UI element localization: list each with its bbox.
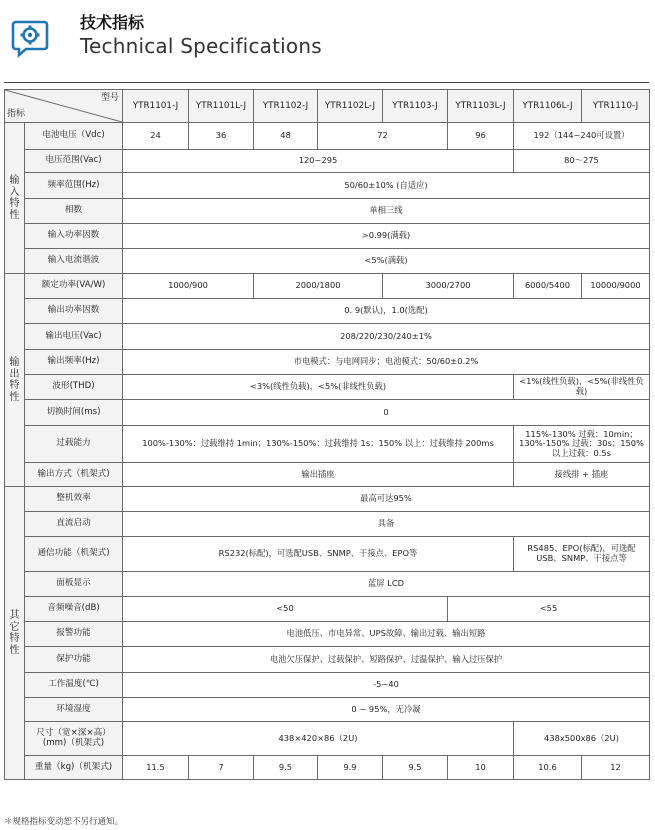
table-cell: 具备 bbox=[123, 512, 650, 537]
table-cell: 3000/2700 bbox=[383, 274, 514, 299]
row-label: 切换时间(ms) bbox=[25, 400, 123, 426]
model-header: YTR1103-J bbox=[383, 90, 448, 123]
table-cell: 0 bbox=[123, 400, 650, 426]
table-cell: 50/60±10% (自适应) bbox=[123, 173, 650, 199]
table-row bbox=[5, 375, 650, 400]
table-row bbox=[5, 537, 650, 572]
table-row bbox=[5, 756, 650, 780]
table-cell: >0.99(满载) bbox=[123, 224, 650, 249]
page-subtitle: Technical Specifications bbox=[80, 34, 322, 58]
row-label: 整机效率 bbox=[25, 487, 123, 512]
table-cell: 48 bbox=[254, 123, 318, 150]
table-cell: 电池欠压保护、过载保护、短路保护、过温保护、输入过压保护 bbox=[123, 647, 650, 673]
row-label: 电池电压（Vdc) bbox=[25, 123, 123, 150]
row-label: 波形(THD) bbox=[25, 375, 123, 400]
table-cell: 9.5 bbox=[383, 756, 448, 780]
row-label: 保护功能 bbox=[25, 647, 123, 673]
table-cell: 1000/900 bbox=[123, 274, 254, 299]
table-cell: 最高可达95% bbox=[123, 487, 650, 512]
page-title: 技术指标 bbox=[80, 13, 145, 32]
corner-model-label: 型号 bbox=[100, 93, 119, 103]
table-cell: 438x500x86（2U) bbox=[514, 722, 650, 756]
table-row bbox=[5, 350, 650, 375]
row-label: 输出频率(Hz) bbox=[25, 350, 123, 375]
table-row bbox=[5, 123, 650, 150]
header-divider bbox=[4, 82, 649, 83]
table-cell: 6000/5400 bbox=[514, 274, 582, 299]
row-label: 环境湿度 bbox=[25, 698, 123, 722]
table-cell: 10.6 bbox=[514, 756, 582, 780]
row-label: 通信功能（机架式) bbox=[25, 537, 123, 572]
model-header: YTR1101-J bbox=[123, 90, 189, 123]
table-cell: 12 bbox=[582, 756, 650, 780]
table-cell: RS485、EPO(标配)，可选配USB、SNMP、干接点等 bbox=[514, 537, 650, 572]
row-label: 尺寸（宽×深×高）(mm)（机架式) bbox=[25, 722, 123, 756]
model-header: YTR1102-J bbox=[254, 90, 318, 123]
table-cell: 输出插座 bbox=[123, 463, 514, 487]
row-label: 电压范围(Vac) bbox=[25, 150, 123, 173]
table-cell: 电池低压、市电异常、UPS故障、输出过载、输出短路 bbox=[123, 622, 650, 647]
table-row bbox=[5, 722, 650, 756]
row-label: 输出方式（机架式) bbox=[25, 463, 123, 487]
row-label: 输出功率因数 bbox=[25, 299, 123, 324]
corner-index-label: 指标 bbox=[7, 108, 26, 119]
spec-table bbox=[4, 89, 650, 780]
table-cell: 蓝屏 LCD bbox=[123, 572, 650, 597]
table-row bbox=[5, 173, 650, 199]
table-cell: 120~295 bbox=[123, 150, 514, 173]
row-label: 报警功能 bbox=[25, 622, 123, 647]
section-other-label: 其它特性 bbox=[5, 487, 25, 780]
table-row bbox=[5, 512, 650, 537]
row-label: 频率范围(Hz) bbox=[25, 173, 123, 199]
table-cell: <3%(线性负载)，<5%(非线性负载) bbox=[123, 375, 514, 400]
table-cell: <55 bbox=[448, 597, 650, 622]
section-output-label: 输出特性 bbox=[5, 274, 25, 487]
table-cell: 单相三线 bbox=[123, 199, 650, 224]
table-row bbox=[5, 426, 650, 463]
page-header bbox=[0, 0, 655, 82]
table-cell: 72 bbox=[318, 123, 448, 150]
table-row bbox=[5, 324, 650, 350]
table-cell: 10 bbox=[448, 756, 514, 780]
table-cell: 11.5 bbox=[123, 756, 189, 780]
table-cell: 96 bbox=[448, 123, 514, 150]
corner-cell bbox=[5, 90, 123, 123]
table-cell: 7 bbox=[189, 756, 254, 780]
table-row bbox=[5, 698, 650, 722]
gear-chat-icon bbox=[10, 18, 50, 58]
row-label: 额定功率(VA/W) bbox=[25, 274, 123, 299]
table-cell: 100%-130%：过载维持 1min；130%-150%：过载维持 1s；150% 以上：过载维持 200ms bbox=[123, 426, 514, 463]
row-label: 直流启动 bbox=[25, 512, 123, 537]
model-header: YTR1106L-J bbox=[514, 90, 582, 123]
table-row bbox=[5, 400, 650, 426]
table-cell: 9.5 bbox=[254, 756, 318, 780]
table-cell: 10000/9000 bbox=[582, 274, 650, 299]
table-row bbox=[5, 647, 650, 673]
table-row bbox=[5, 224, 650, 249]
model-header: YTR1103L-J bbox=[448, 90, 514, 123]
model-header: YTR1102L-J bbox=[318, 90, 383, 123]
table-cell: 208/220/230/240±1% bbox=[123, 324, 650, 350]
table-cell: 0 ~ 95%，无冷凝 bbox=[123, 698, 650, 722]
row-label: 输出电压(Vac) bbox=[25, 324, 123, 350]
footnote: ＊规格指标变动恕不另行通知。 bbox=[4, 817, 124, 827]
table-cell: <50 bbox=[123, 597, 448, 622]
table-cell: 0. 9(默认)，1.0(选配) bbox=[123, 299, 650, 324]
table-row bbox=[5, 673, 650, 698]
table-cell: 2000/1800 bbox=[254, 274, 383, 299]
table-row bbox=[5, 463, 650, 487]
row-label: 面板显示 bbox=[25, 572, 123, 597]
table-row bbox=[5, 299, 650, 324]
table-cell: 接线排 + 插座 bbox=[514, 463, 650, 487]
table-cell: <1%(线性负载)，<5%(非线性负载) bbox=[514, 375, 650, 400]
row-label: 输入功率因数 bbox=[25, 224, 123, 249]
table-cell: 36 bbox=[189, 123, 254, 150]
row-label: 音频噪音(dB) bbox=[25, 597, 123, 622]
table-cell: -5~40 bbox=[123, 673, 650, 698]
table-cell: RS232(标配)，可选配USB、SNMP、干接点、EPO等 bbox=[123, 537, 514, 572]
table-cell: 24 bbox=[123, 123, 189, 150]
row-label: 相数 bbox=[25, 199, 123, 224]
table-row bbox=[5, 622, 650, 647]
row-label: 输入电流谐波 bbox=[25, 249, 123, 274]
row-label: 过载能力 bbox=[25, 426, 123, 463]
section-input-label: 输入特性 bbox=[5, 123, 25, 274]
table-header-row bbox=[5, 90, 650, 123]
table-cell: 市电模式：与电网同步；电池模式：50/60±0.2% bbox=[123, 350, 650, 375]
table-cell: 9.9 bbox=[318, 756, 383, 780]
table-row bbox=[5, 487, 650, 512]
table-row bbox=[5, 150, 650, 173]
table-row bbox=[5, 249, 650, 274]
table-row bbox=[5, 274, 650, 299]
table-row bbox=[5, 597, 650, 622]
table-cell: 80〜275 bbox=[514, 150, 650, 173]
table-cell: 192（144~240可设置） bbox=[514, 123, 650, 150]
row-label: 重量（kg)（机架式) bbox=[25, 756, 123, 780]
table-cell: <5%(满载) bbox=[123, 249, 650, 274]
table-cell: 438×420×86（2U) bbox=[123, 722, 514, 756]
table-row bbox=[5, 199, 650, 224]
model-header: YTR1101L-J bbox=[189, 90, 254, 123]
table-row bbox=[5, 572, 650, 597]
table-cell: 115%-130% 过载：10min；130%-150% 过载：30s；150% 以上过载：0.5s bbox=[514, 426, 650, 463]
row-label: 工作温度(℃) bbox=[25, 673, 123, 698]
model-header: YTR1110-J bbox=[582, 90, 650, 123]
